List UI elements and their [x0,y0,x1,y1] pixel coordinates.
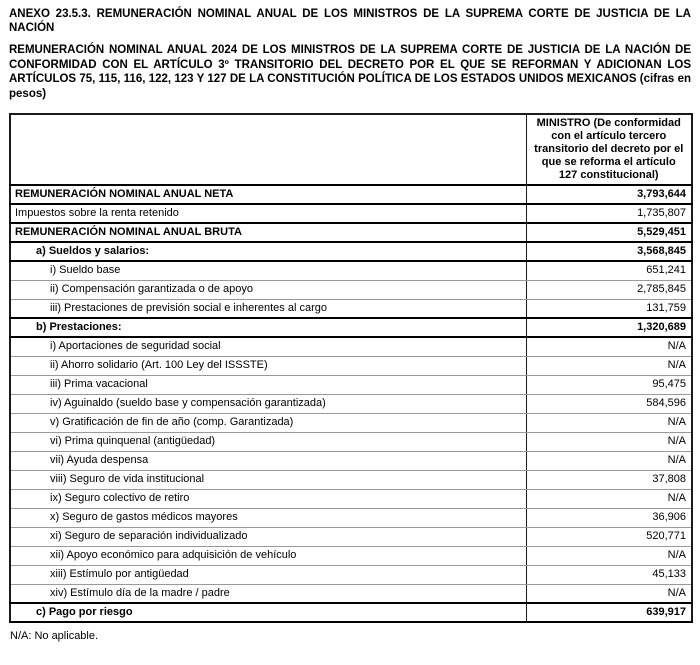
row-label-cell: iii) Prima vacacional [10,375,526,394]
table-row [10,394,692,413]
table-row [10,546,692,565]
table-row [10,413,692,432]
table-row [10,565,692,584]
row-value-cell: 45,133 [526,565,692,584]
table-header-row [10,114,692,185]
page-subtitle: REMUNERACIÓN NOMINAL ANUAL 2024 DE LOS MINISTROS DE LA SUPREMA CORTE DE JUSTICIA DE LA NACIÓN DE CONFORMIDAD CON EL ARTÍCULO 3º TRANSITORIO DEL DECRETO POR EL QUE SE REFORMAN Y ADICIONAN LOS ARTÍCULOS 75, 115, 116, 122, 123 Y 127 DE LA CONSTITUCIÓN POLÍTICA DE LOS ESTADOS UNIDOS MEXICANOS (cifras en pesos) [9,44,691,100]
row-label-cell: vi) Prima quinquenal (antigüedad) [10,432,526,451]
table-row [10,185,692,204]
row-value-cell: N/A [526,584,692,603]
footnote: N/A: No aplicable. [10,630,99,642]
row-label-cell: REMUNERACIÓN NOMINAL ANUAL BRUTA [10,223,526,242]
row-label-cell: ix) Seguro colectivo de retiro [10,489,526,508]
table-row [10,356,692,375]
row-label-cell: REMUNERACIÓN NOMINAL ANUAL NETA [10,185,526,204]
remuneration-table [9,113,693,623]
row-value-cell: N/A [526,546,692,565]
table-row [10,299,692,318]
row-value-cell: N/A [526,337,692,356]
row-label-cell: xiv) Estímulo día de la madre / padre [10,584,526,603]
table-row [10,527,692,546]
table-row [10,489,692,508]
row-value-cell: 36,906 [526,508,692,527]
row-value-cell: N/A [526,489,692,508]
table-row [10,261,692,280]
row-label-cell: b) Prestaciones: [10,318,526,337]
page-title: ANEXO 23.5.3. REMUNERACIÓN NOMINAL ANUAL DE LOS MINISTROS DE LA SUPREMA CORTE DE JUSTICIA DE LA NACIÓN [9,8,691,34]
table-row [10,223,692,242]
row-label-cell: viii) Seguro de vida institucional [10,470,526,489]
row-label-cell: iv) Aguinaldo (sueldo base y compensación garantizada) [10,394,526,413]
row-label-cell: xiii) Estímulo por antigüedad [10,565,526,584]
table-row [10,375,692,394]
table-row [10,242,692,261]
row-value-cell: 37,808 [526,470,692,489]
row-label-cell: iii) Prestaciones de previsión social e inherentes al cargo [10,299,526,318]
row-label-cell: vii) Ayuda despensa [10,451,526,470]
row-value-cell: N/A [526,356,692,375]
row-value-cell: 639,917 [526,603,692,622]
row-label-cell: i) Aportaciones de seguridad social [10,337,526,356]
row-value-cell: 651,241 [526,261,692,280]
row-value-cell: 131,759 [526,299,692,318]
row-value-cell: 584,596 [526,394,692,413]
table-header-empty-cell [10,114,526,185]
row-label-cell: i) Sueldo base [10,261,526,280]
row-value-cell: 3,793,644 [526,185,692,204]
row-label-cell: xii) Apoyo económico para adquisición de vehículo [10,546,526,565]
table-row [10,603,692,622]
row-value-cell: 1,320,689 [526,318,692,337]
row-value-cell: 3,568,845 [526,242,692,261]
row-value-cell: N/A [526,451,692,470]
row-value-cell: 95,475 [526,375,692,394]
table-row [10,584,692,603]
row-label-cell: xi) Seguro de separación individualizado [10,527,526,546]
row-value-cell: 2,785,845 [526,280,692,299]
row-label-cell: x) Seguro de gastos médicos mayores [10,508,526,527]
table-row [10,508,692,527]
row-label-cell: Impuestos sobre la renta retenido [10,204,526,223]
row-label-cell: c) Pago por riesgo [10,603,526,622]
table-row [10,470,692,489]
row-value-cell: N/A [526,432,692,451]
table-row [10,280,692,299]
row-value-cell: 520,771 [526,527,692,546]
row-label-cell: ii) Ahorro solidario (Art. 100 Ley del ISSSTE) [10,356,526,375]
table-row [10,451,692,470]
row-value-cell: 5,529,451 [526,223,692,242]
table-header-ministro-cell: MINISTRO (De conformidad con el artículo tercero transitorio del decreto por el que se reforma el artículo 127 constitucional) [526,114,692,185]
table-row [10,204,692,223]
table-row [10,337,692,356]
table-row [10,318,692,337]
row-value-cell: N/A [526,413,692,432]
row-value-cell: 1,735,807 [526,204,692,223]
row-label-cell: ii) Compensación garantizada o de apoyo [10,280,526,299]
row-label-cell: v) Gratificación de fin de año (comp. Garantizada) [10,413,526,432]
row-label-cell: a) Sueldos y salarios: [10,242,526,261]
table-row [10,432,692,451]
table-body [10,185,692,622]
